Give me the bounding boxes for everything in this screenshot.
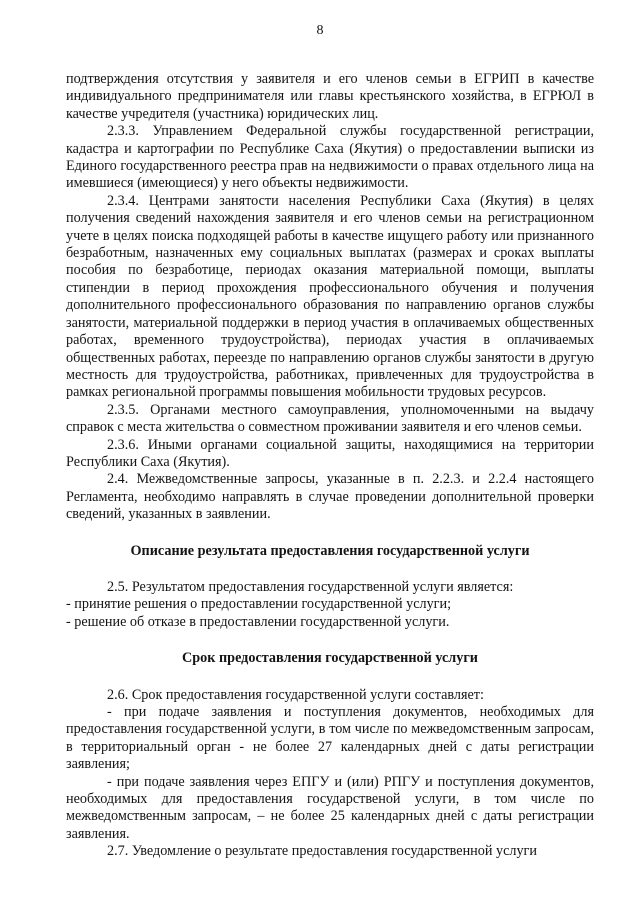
paragraph-continuation: подтверждения отсутствия у заявителя и его членов семьи в ЕГРИП в качестве индивидуального предпринимателя или главы крестьянского хозяйства, в ЕГРЮЛ в качестве учредителя (участника) юридических лиц.: [66, 71, 594, 122]
paragraph-2-3-5: 2.3.5. Органами местного самоуправления, уполномоченными на выдачу справок с места жительства о совместном проживании заявителя и его членов семьи.: [66, 401, 594, 436]
paragraph-2-7: 2.7. Уведомление о результате предоставления государственной услуги: [107, 843, 537, 860]
list-item: - принятие решения о предоставлении государственной услуги;: [66, 596, 452, 613]
heading-result: Описание результата предоставления государственной услуги: [130, 542, 530, 559]
paragraph-2-5: 2.5. Результатом предоставления государственной услуги является:: [107, 578, 514, 595]
paragraph-2-3-4: 2.3.4. Центрами занятости населения Республики Саха (Якутия) в целях получения сведений нахождения заявителя и его членов семьи на регистрационном учете в целях поиска подходящей работы в качестве ищущего работу или признанного безработным, назначенных ему социальных выплатах (размерах и сроках выплаты пособия по безработице, периодах оказания материальной помощи, выплаты стипендии в период прохождения профессионального обучения и получения дополнительного профессионального образования по направлению органов службы занятости, материальной поддержки в период участия в оплачиваемых общественных работах, временного трудоустройства), периодах участия в оплачиваемых общественных работах, переезде по направлению органов службы занятости в другую местность для трудоустройства, работниках, привлеченных для трудоустройства в рамках региональной программы повышения мобильности трудовых ресурсов.: [66, 192, 594, 401]
heading-term: Срок предоставления государственной услуги: [182, 650, 478, 667]
list-item: - решение об отказе в предоставлении государственной услуги.: [66, 613, 450, 630]
paragraph-2-4: 2.4. Межведомственные запросы, указанные в п. 2.2.3. и 2.2.4 настоящего Регламента, необходимо направлять в случае проведении дополнительной проверки сведений, указанных в заявлении.: [66, 471, 594, 523]
list-item: - при подаче заявления через ЕПГУ и (или) РПГУ и поступления документов, необходимых для предоставления государственой услуги, в том числе по межведомственным запросам, – не более 25 календарных дней с даты регистрации заявления.: [66, 773, 594, 842]
paragraph-2-3-3: 2.3.3. Управлением Федеральной службы государственной регистрации, кадастра и картографии по Республике Саха (Якутия) о предоставлении выписки из Единого государственного реестра прав на недвижимости о правах отдельного лица на имевшиеся (имеющиеся) у него объекты недвижимости.: [66, 123, 594, 192]
paragraph-2-3-6: 2.3.6. Иными органами социальной защиты, находящимися на территории Республики Саха (Якутия).: [66, 436, 594, 470]
document-body: [66, 71, 594, 861]
paragraph-2-6: 2.6. Срок предоставления государственной услуги составляет:: [107, 686, 484, 703]
page-number: 8: [316, 23, 324, 38]
list-item: - при подаче заявления и поступления документов, необходимых для предоставления государственной услуги, в том числе по межведомственным запросам, в территориальный орган - не более 27 календарных дней с даты регистрации заявления;: [66, 704, 594, 773]
